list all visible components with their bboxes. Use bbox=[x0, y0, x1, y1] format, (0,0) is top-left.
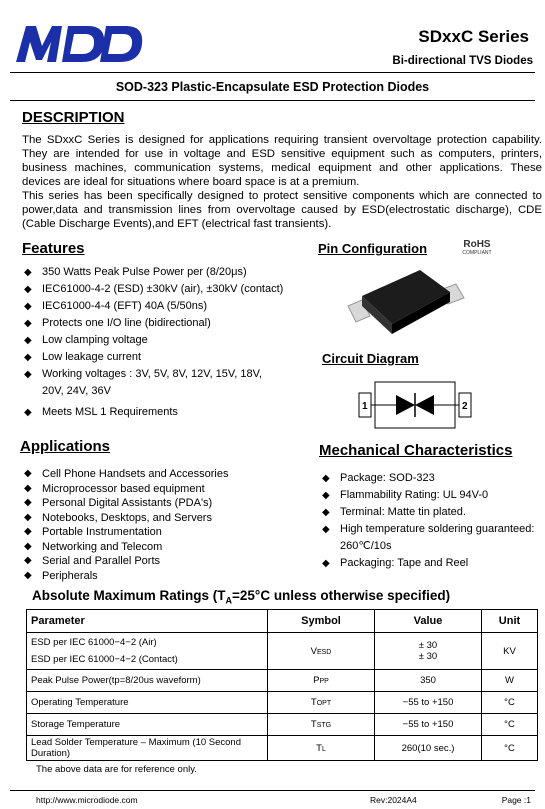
ratings-title: Absolute Maximum Ratings ($T_A=25^\circ C$ unless otherwise specified) bbox=[32, 588, 451, 606]
symbol-cell: TSTG bbox=[268, 714, 375, 736]
value-cell: ± 30 ± 30 bbox=[375, 633, 482, 670]
value-cell: 350 bbox=[375, 670, 482, 692]
feature-item: ◆ IEC61000-4-2 (ESD) ±30kV (air), ±30kV (contact) bbox=[24, 281, 314, 298]
application-item: ◆ Serial and Parallel Ports bbox=[24, 555, 161, 567]
param-cell: Lead Solder Temperature – Maximum (10 Second Duration) bbox=[27, 736, 268, 761]
footer-divider bbox=[10, 790, 535, 791]
table-row bbox=[27, 714, 538, 736]
circuit-diagram-heading: Circuit Diagram bbox=[322, 351, 419, 366]
diamond-bullet-icon: ◆ bbox=[322, 473, 330, 484]
rohs-badge: RoHS COMPLIANT bbox=[462, 239, 492, 256]
logo-text: MDD bbox=[14, 24, 17, 25]
param-cell: ESD per IEC 61000−4−2 (Air) ESD per IEC 61000−4−2 (Contact) bbox=[27, 633, 268, 670]
footer-revision: Rev:2024A4 bbox=[370, 795, 417, 805]
mdd-logo bbox=[14, 24, 144, 64]
diamond-bullet-icon: ◆ bbox=[24, 526, 32, 537]
mechanical-heading: Mechanical Characteristics bbox=[319, 442, 513, 459]
col-header-parameter: Parameter bbox=[27, 610, 268, 633]
application-item: ◆ Cell Phone Handsets and Accessories bbox=[24, 468, 229, 480]
col-header-unit: Unit bbox=[482, 610, 538, 633]
feature-item: ◆ IEC61000-4-4 (EFT) 40A (5/50ns) bbox=[24, 298, 314, 315]
application-item: ◆ Microprocessor based equipment bbox=[24, 482, 205, 495]
diamond-bullet-icon: ◆ bbox=[322, 507, 330, 518]
unit-cell: °C bbox=[482, 714, 538, 736]
diamond-bullet-icon: ◆ bbox=[322, 558, 330, 569]
description-heading: DESCRIPTION bbox=[22, 109, 125, 126]
symbol-cell: TL bbox=[268, 736, 375, 761]
footer-url[interactable]: http://www.microdiode.com bbox=[36, 795, 138, 805]
table-header-row bbox=[27, 610, 538, 633]
table-row bbox=[27, 670, 538, 692]
reference-note: The above data are for reference only. bbox=[36, 764, 197, 775]
mechanical-list bbox=[322, 470, 542, 572]
applications-list bbox=[24, 467, 314, 583]
param-cell: Operating Temperature bbox=[27, 692, 268, 714]
table-row bbox=[27, 736, 538, 761]
unit-cell: W bbox=[482, 670, 538, 692]
title-divider bbox=[10, 100, 535, 101]
pin-configuration-heading: Pin Configuration bbox=[318, 241, 428, 256]
feature-item: ◆ 350 Watts Peak Pulse Power per (8/20μs) bbox=[24, 264, 314, 281]
mechanical-item: ◆ Flammability Rating: UL 94V-0 bbox=[322, 487, 542, 504]
description-paragraph-1: The SDxxC Series is designed for applications requiring transient overvoltage protection capability. They are intended for use in voltage and ESD sensitive equipment such as computers, printers, business machines, communication systems, medical equipment and other applications. These devices are ideal for situations where board space is at a premium. bbox=[22, 134, 542, 188]
description-paragraph-2: This series has been specifically designed to protect sensitive components which are connected to power,data and transmission lines from overvoltage caused by ESD(electrostatic discharge), CDE (Cable Discharge Events),and EFT (electrical fast transients). bbox=[22, 190, 542, 230]
feature-item: ◆ Working voltages : 3V, 5V, 8V, 12V, 15V, 18V, bbox=[24, 366, 314, 383]
unit-cell: °C bbox=[482, 692, 538, 714]
unit-cell: KV bbox=[482, 633, 538, 670]
value-cell: 260(10 sec.) bbox=[375, 736, 482, 761]
col-header-value: Value bbox=[375, 610, 482, 633]
diamond-bullet-icon: ◆ bbox=[24, 352, 32, 363]
feature-item: ◆ Meets MSL 1 Requirements bbox=[24, 404, 314, 421]
diamond-bullet-icon: ◆ bbox=[24, 301, 32, 312]
application-item: ◆ Networking and Telecom bbox=[24, 540, 163, 553]
value-cell: −55 to +150 bbox=[375, 692, 482, 714]
pin-2-label: 2 bbox=[462, 401, 468, 412]
feature-item-continuation: 20V, 24V, 36V bbox=[42, 385, 111, 397]
symbol-cell: PPP bbox=[268, 670, 375, 692]
col-header-symbol: Symbol bbox=[268, 610, 375, 633]
bidirectional-diode-symbol bbox=[358, 376, 478, 436]
feature-item: ◆ Protects one I/O line (bidirectional) bbox=[24, 315, 314, 332]
diamond-bullet-icon: ◆ bbox=[322, 524, 330, 535]
series-title: SDxxC Series bbox=[418, 27, 529, 46]
diamond-bullet-icon: ◆ bbox=[322, 490, 330, 501]
symbol-cell: TOPT bbox=[268, 692, 375, 714]
footer-page-number: Page :1 bbox=[501, 795, 531, 805]
application-item: ◆ Peripherals bbox=[24, 569, 98, 582]
diamond-bullet-icon: ◆ bbox=[24, 318, 32, 329]
application-item: ◆ Personal Digital Assistants (PDA's) bbox=[24, 497, 213, 509]
header-divider bbox=[10, 72, 535, 73]
applications-heading: Applications bbox=[20, 438, 111, 455]
diamond-bullet-icon: ◆ bbox=[24, 569, 32, 581]
mechanical-item: ◆ Package: SOD-323 bbox=[322, 470, 542, 487]
diamond-bullet-icon: ◆ bbox=[24, 540, 32, 552]
feature-item: ◆ Low leakage current bbox=[24, 349, 314, 366]
diamond-bullet-icon: ◆ bbox=[24, 497, 32, 508]
application-item: ◆ Notebooks, Desktops, and Servers bbox=[24, 511, 212, 524]
value-cell: −55 to +150 bbox=[375, 714, 482, 736]
table-row bbox=[27, 692, 538, 714]
pin-1-label: 1 bbox=[362, 401, 368, 412]
mechanical-item: ◆ Terminal: Matte tin plated. bbox=[322, 504, 542, 521]
diamond-bullet-icon: ◆ bbox=[24, 369, 32, 380]
unit-cell: °C bbox=[482, 736, 538, 761]
series-subtitle: Bi-directional TVS Diodes bbox=[392, 55, 533, 67]
features-list bbox=[24, 264, 314, 421]
features-heading: Features bbox=[22, 240, 85, 257]
feature-item: ◆ Low clamping voltage bbox=[24, 332, 314, 349]
mechanical-item-continuation: 260℃/10s bbox=[340, 540, 392, 552]
symbol-cell: VESD bbox=[268, 633, 375, 670]
diamond-bullet-icon: ◆ bbox=[24, 482, 32, 494]
ratings-table bbox=[26, 609, 538, 761]
diamond-bullet-icon: ◆ bbox=[24, 407, 32, 418]
diamond-bullet-icon: ◆ bbox=[24, 284, 32, 295]
mechanical-item: ◆ High temperature soldering guaranteed: bbox=[322, 521, 542, 538]
mechanical-item: ◆ Packaging: Tape and Reel bbox=[322, 555, 542, 572]
diamond-bullet-icon: ◆ bbox=[24, 555, 32, 566]
document-title: SOD-323 Plastic-Encapsulate ESD Protection Diodes bbox=[115, 80, 430, 94]
sod323-package-image bbox=[340, 262, 470, 347]
diamond-bullet-icon: ◆ bbox=[24, 468, 32, 479]
table-row bbox=[27, 633, 538, 670]
param-cell: Storage Temperature bbox=[27, 714, 268, 736]
param-cell: Peak Pulse Power(tp=8/20us waveform) bbox=[27, 670, 268, 692]
application-item: ◆ Portable Instrumentation bbox=[24, 526, 162, 538]
diamond-bullet-icon: ◆ bbox=[24, 267, 32, 278]
diamond-bullet-icon: ◆ bbox=[24, 335, 32, 346]
diamond-bullet-icon: ◆ bbox=[24, 511, 32, 523]
